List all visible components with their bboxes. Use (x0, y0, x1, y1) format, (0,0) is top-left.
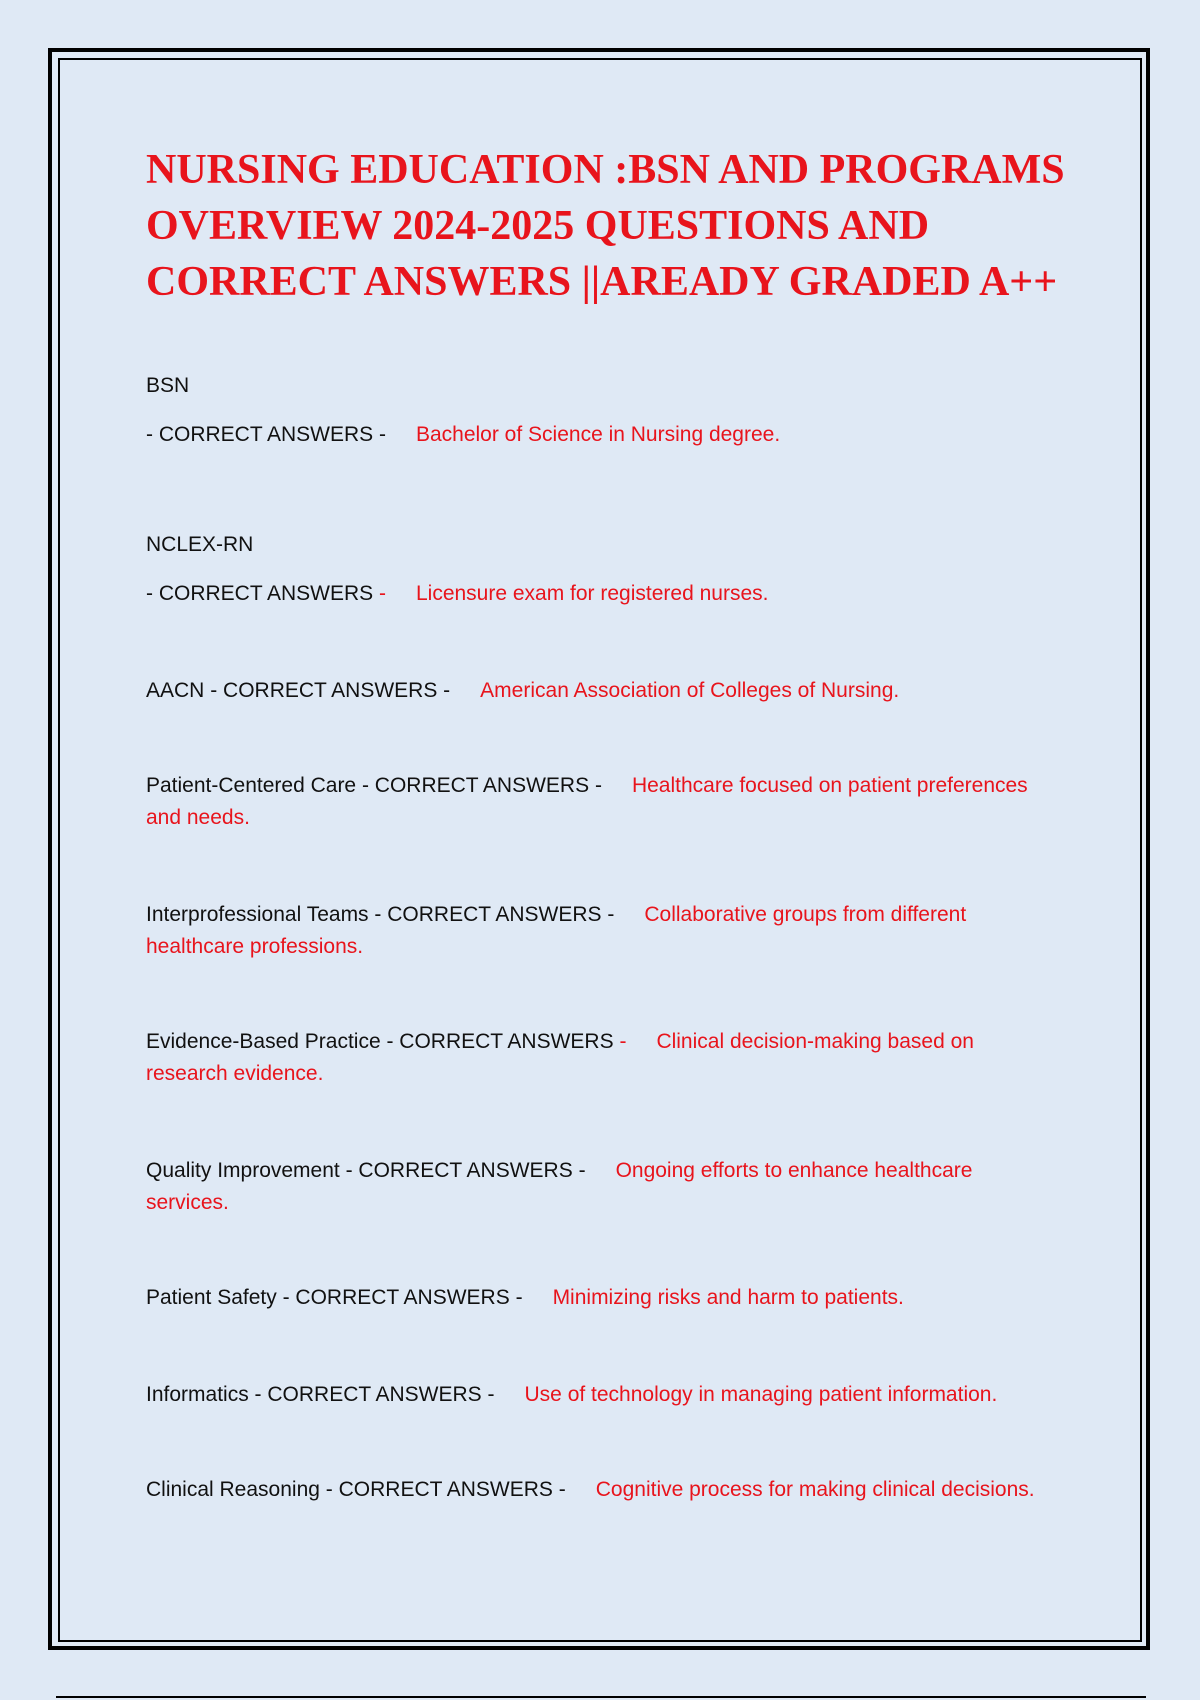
qa-term: Informatics (146, 1383, 249, 1406)
qa-separator: - CORRECT ANSWERS - (325, 1478, 566, 1501)
qa-separator: - CORRECT ANSWERS - (254, 1383, 495, 1406)
qa-separator: - CORRECT ANSWERS - (210, 679, 451, 702)
qa-item-quality-improvement (146, 1155, 1076, 1219)
qa-term: Evidence-Based Practice (146, 1030, 381, 1053)
qa-term: BSN (146, 374, 190, 397)
qa-item-informatics (146, 1379, 1076, 1411)
qa-term: NCLEX-RN (146, 533, 254, 556)
qa-term: AACN (146, 679, 205, 702)
qa-answer: Cognitive process for making clinical decisions. (595, 1478, 1035, 1501)
qa-term: Patient-Centered Care (146, 774, 357, 797)
qa-item-aacn (146, 675, 1076, 707)
qa-item-evidence-based-practice (146, 1026, 1076, 1090)
qa-answer: Clinical decision-making based on (656, 1030, 974, 1053)
qa-separator: - CORRECT ANSWERS - (374, 903, 615, 926)
qa-answer-continued: and needs. (146, 806, 250, 829)
qa-term: Interprofessional Teams (146, 903, 369, 926)
qa-answer: American Association of Colleges of Nursing. (480, 679, 900, 702)
qa-term: Clinical Reasoning (146, 1478, 320, 1501)
qa-item-bsn (146, 370, 1076, 451)
qa-answer-continued: healthcare professions. (146, 935, 364, 958)
document-title: NURSING EDUCATION :BSN AND PROGRAMS OVERVIEW 2024-2025 QUESTIONS AND CORRECT ANSWERS ||AREADY GRADED A++ (146, 147, 1065, 305)
qa-separator: - CORRECT ANSWERS (386, 1030, 614, 1053)
qa-answer: Use of technology in managing patient information. (524, 1383, 998, 1406)
qa-term: Patient Safety (146, 1286, 277, 1309)
qa-item-interprofessional-teams (146, 899, 1076, 963)
qa-separator: - CORRECT ANSWERS - (282, 1286, 523, 1309)
qa-answer-continued: research evidence. (146, 1062, 324, 1085)
qa-separator: - CORRECT ANSWERS - (345, 1159, 586, 1182)
qa-separator: - CORRECT ANSWERS - (361, 774, 602, 797)
qa-separator-tail: - (613, 1030, 627, 1053)
qa-answer: Bachelor of Science in Nursing degree. (415, 423, 781, 446)
qa-separator: - CORRECT ANSWERS - (146, 423, 386, 446)
qa-item-patient-safety (146, 1282, 1076, 1314)
qa-answer-continued: services. (146, 1191, 229, 1214)
bottom-divider (56, 1696, 1146, 1698)
qa-item-nclex-rn (146, 529, 1076, 610)
qa-term: Quality Improvement (146, 1159, 340, 1182)
qa-answer: Minimizing risks and harm to patients. (552, 1286, 904, 1309)
qa-answer: Healthcare focused on patient preferences (631, 774, 1028, 797)
qa-item-clinical-reasoning (146, 1474, 1076, 1506)
qa-separator-tail: - (373, 582, 386, 605)
qa-separator: - CORRECT ANSWERS (146, 582, 374, 605)
document-body (146, 142, 1076, 1506)
qa-answer: Ongoing efforts to enhance healthcare (615, 1159, 973, 1182)
qa-answer: Collaborative groups from different (644, 903, 967, 926)
qa-answer: Licensure exam for registered nurses. (415, 582, 769, 605)
qa-item-patient-centered-care (146, 770, 1076, 834)
